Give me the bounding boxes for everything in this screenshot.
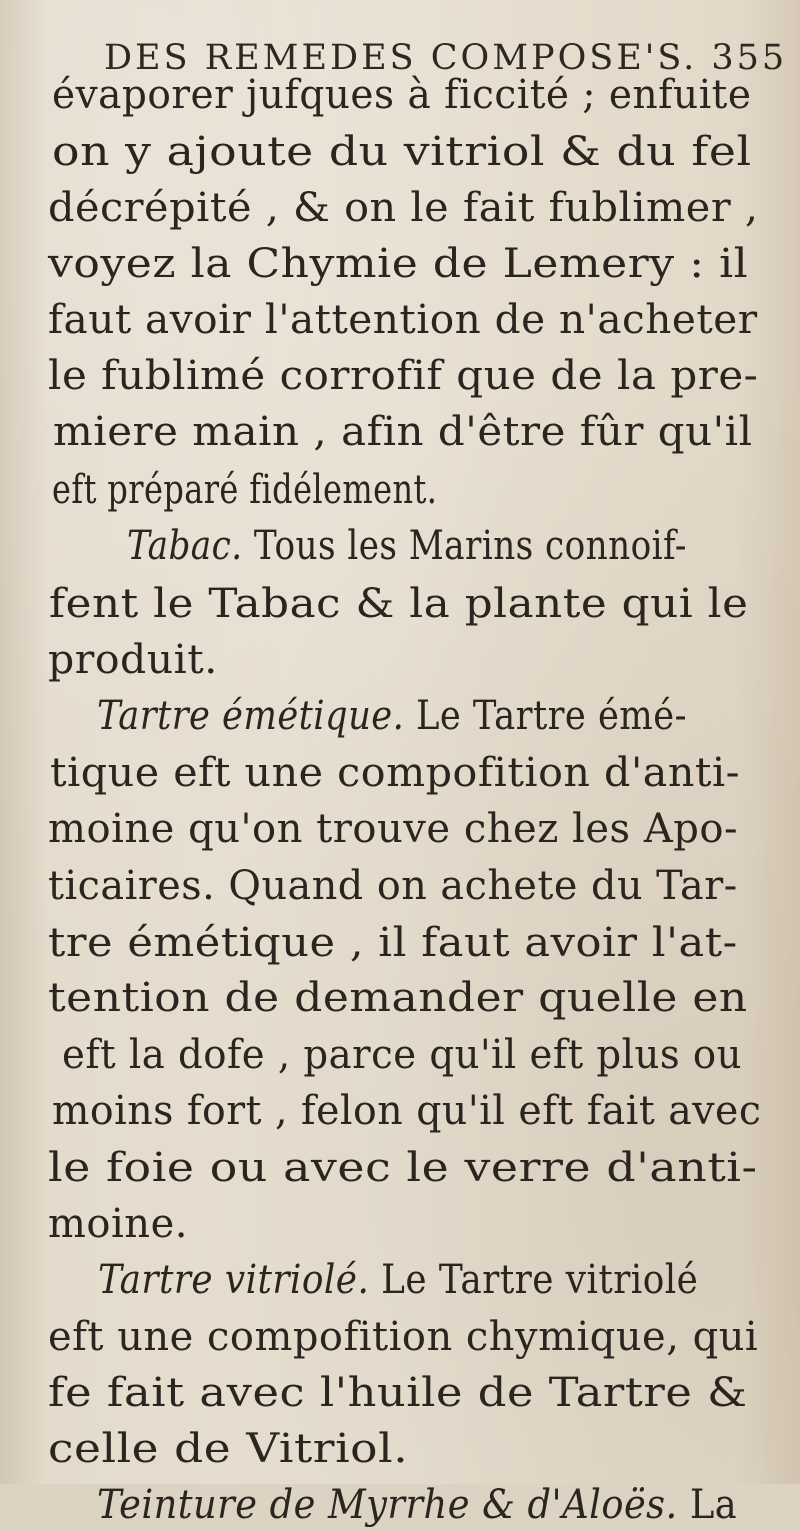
text-line (48, 633, 218, 687)
text-line (53, 405, 753, 459)
text-segment: le fublimé corrofif que de la pre- (48, 353, 759, 399)
text-segment: tique eft une compofition d'anti- (50, 750, 741, 796)
text-segment: le foie ou avec le verre d'anti- (48, 1145, 758, 1191)
text-segment: La (677, 1482, 738, 1528)
italic-heading: Tartre émétique. (97, 693, 405, 739)
text-line (48, 971, 748, 1025)
text-segment: fent le Tabac & la plante qui le (49, 581, 749, 627)
text-line (52, 125, 752, 179)
text-line (127, 519, 687, 573)
text-line (48, 293, 758, 347)
text-line (62, 1028, 742, 1082)
text-segment: celle de Vitriol. (48, 1426, 409, 1472)
text-segment: eft une compofition chymique, qui (48, 1314, 759, 1360)
text-segment: moins fort , felon qu'il eft fait avec (52, 1088, 762, 1134)
text-line (50, 746, 740, 800)
text-line (48, 916, 738, 970)
text-line (97, 1478, 737, 1532)
text-segment: miere main , afin d'être fûr qu'il (53, 409, 753, 455)
text-segment: produit. (48, 637, 218, 683)
text-segment: faut avoir l'attention de n'acheter (48, 297, 758, 343)
text-line (49, 577, 748, 631)
italic-heading: Teinture de Myrrhe & d'Aloës. (97, 1482, 678, 1528)
text-line (48, 1141, 758, 1195)
text-line (48, 802, 738, 856)
text-line (48, 1422, 408, 1476)
italic-heading: Tabac. (127, 523, 243, 569)
text-segment: Tous les Marins connoif- (242, 523, 687, 569)
text-segment: moine qu'on trouve chez les Apo- (48, 806, 739, 852)
text-line (48, 237, 748, 291)
running-header: DES REMEDES COMPOSE'S. 355 (104, 38, 788, 78)
text-line (48, 1310, 758, 1364)
text-line (52, 1084, 761, 1138)
text-segment: ticaires. Quand on achete du Tar- (48, 863, 738, 909)
text-line (48, 1366, 748, 1420)
text-line (52, 463, 437, 517)
text-line (52, 68, 751, 122)
text-segment: eft la dofe , parce qu'il eft plus ou (62, 1032, 743, 1078)
text-segment: moine. (48, 1201, 188, 1247)
text-segment: Le Tartre vitriolé (369, 1257, 699, 1303)
text-segment: décrépité , & on le fait fublimer , (48, 185, 759, 231)
text-segment: fe fait avec l'huile de Tartre & (48, 1370, 748, 1416)
text-segment: eft préparé fidélement. (52, 467, 438, 513)
text-segment: évaporer jufques à ficcité ; enfuite (52, 72, 752, 118)
text-segment: tre émétique , il faut avoir l'at- (48, 920, 738, 966)
text-line (48, 349, 758, 403)
text-segment: Le Tartre émé- (404, 693, 687, 739)
italic-heading: Tartre vitriolé. (98, 1257, 370, 1303)
text-line (48, 859, 738, 913)
text-line (48, 1197, 188, 1251)
text-segment: tention de demander quelle en (48, 975, 748, 1021)
text-line (98, 1253, 698, 1307)
text-line (97, 689, 687, 743)
text-segment: voyez la Chymie de Lemery : il (48, 241, 749, 287)
text-segment: on y ajoute du vitriol & du fel (52, 129, 752, 175)
text-line (48, 181, 758, 235)
